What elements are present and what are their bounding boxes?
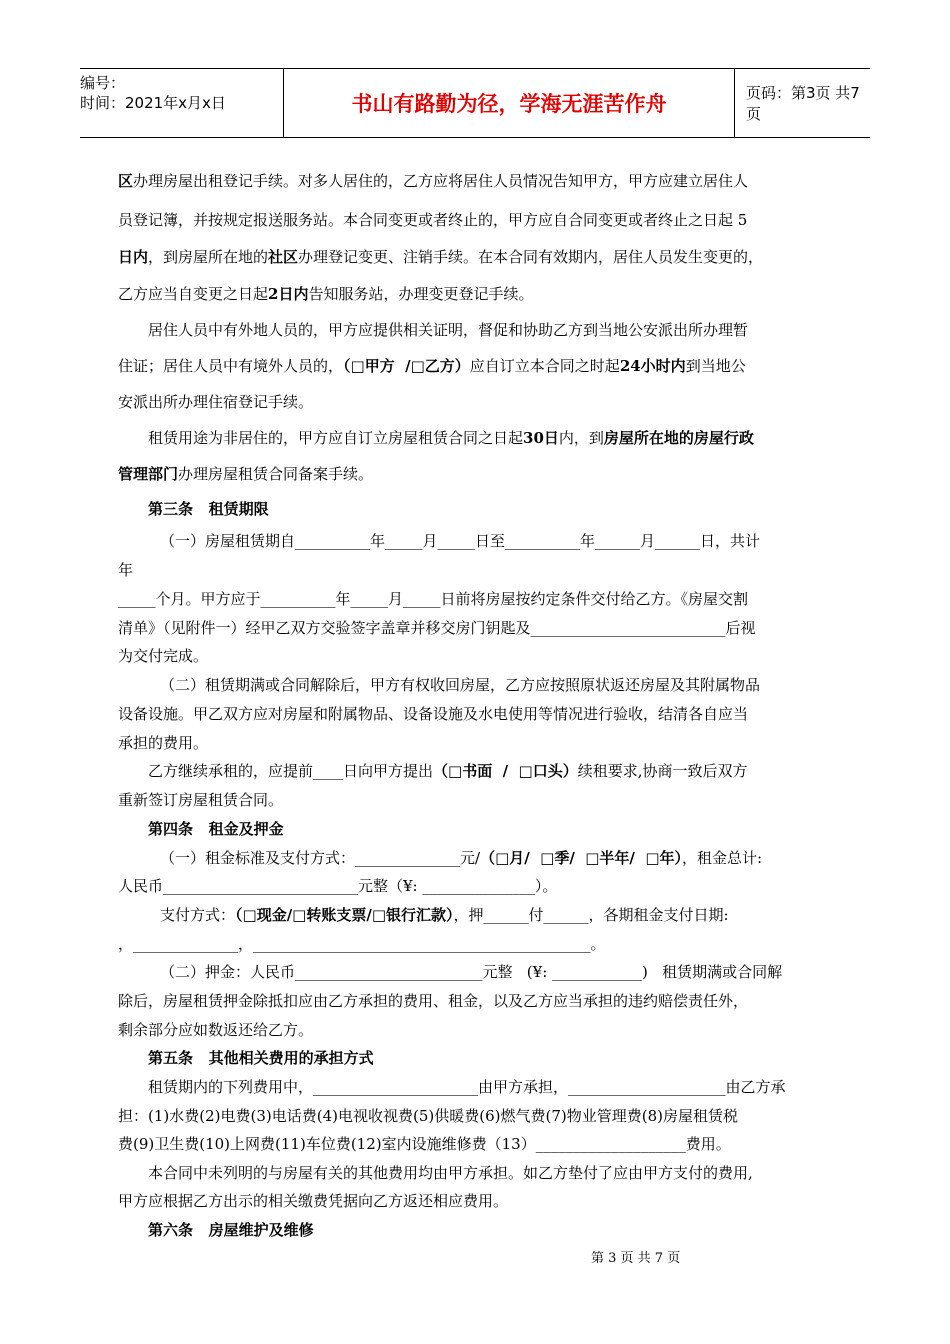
header-meta xyxy=(80,69,284,137)
paragraph-line: 居住人员中有外地人员的，甲方应提供相关证明，督促和协助乙方到当地公安派出所办理暂 xyxy=(148,321,749,339)
paragraph-line xyxy=(160,905,729,925)
paragraph-line xyxy=(118,247,763,267)
paragraph-line: 设备设施。甲乙双方应对房屋和附属物品、设备设施及水电使用等情况进行验收，结清各自应当 xyxy=(118,705,749,723)
article-heading: 第六条 房屋维护及维修 xyxy=(148,1221,314,1239)
text: 内，到 xyxy=(558,429,604,447)
text: 支付方式： xyxy=(160,906,236,924)
checkbox-option-text: （□书面 / □口头） xyxy=(433,762,578,780)
text: 办理房屋租赁合同备案手续。 xyxy=(178,465,374,483)
text: 租赁用途为非居住的，甲方应自订立房屋租赁合同之日起 xyxy=(148,429,524,447)
paragraph-line: 承担的费用。 xyxy=(118,734,209,752)
bold-text: 区 xyxy=(118,172,134,190)
text: ，租金总计: xyxy=(682,849,763,867)
text: 告知服务站，办理变更登记手续。 xyxy=(308,285,534,303)
header-slogan: 书山有路勤为径，学海无涯苦作舟 xyxy=(284,69,735,137)
page-header xyxy=(80,68,870,138)
text: 到当地公 xyxy=(685,357,746,375)
paragraph-line: 费(9)卫生费(10)上网费(11)车位费(12)室内设施维修费（13）____________________费用。 xyxy=(118,1135,731,1153)
paragraph-line xyxy=(118,284,533,304)
paragraph-line: 重新签订房屋租赁合同。 xyxy=(118,791,284,809)
header-page-info: 页码：第3页 共7页 xyxy=(746,84,860,123)
paragraph-line: （一）房屋租赁期自__________年_____月_____日至__________年______月______日，共计 xyxy=(160,532,761,550)
document-number-label: 编号： xyxy=(80,74,126,92)
paragraph-line: 人民币__________________________元整（¥: _______________）。 xyxy=(118,877,558,895)
bold-text: 日内 xyxy=(118,248,149,266)
article-heading: 第四条 租金及押金 xyxy=(148,820,284,838)
paragraph-line: 安派出所办理住宿登记手续。 xyxy=(118,393,314,411)
paragraph-line: 年 xyxy=(118,561,134,579)
paragraph-line xyxy=(148,761,748,781)
text: 住证；居住人员中有境外人员的， xyxy=(118,357,344,375)
paragraph-line: 除后，房屋租赁押金除抵扣应由乙方承担的费用、租金，以及乙方应当承担的违约赔偿责任外， xyxy=(118,992,749,1010)
paragraph-line: 清单》（见附件一）经甲乙双方交验签字盖章并移交房门钥匙及__________________________后视 xyxy=(118,619,756,637)
paragraph-line xyxy=(118,464,373,484)
paragraph-line: （二）租赁期满或合同解除后，甲方有权收回房屋，乙方应按照原状返还房屋及其附属物品 xyxy=(160,676,761,694)
text: ，押______付______，各期租金支付日期: xyxy=(453,906,729,924)
text: 办理登记变更、注销手续。在本合同有效期内，居住人员发生变更的， xyxy=(298,248,764,266)
paragraph-line xyxy=(118,356,746,376)
bold-text: 社区 xyxy=(268,248,299,266)
bold-text: 2日内 xyxy=(268,285,309,303)
paragraph-line: 本合同中未列明的与房屋有关的其他费用均由甲方承担。如乙方垫付了应由甲方支付的费用, xyxy=(148,1164,753,1182)
paragraph-line: 担：(1)水费(2)电费(3)电话费(4)电视收视费(5)供暖费(6)燃气费(7)物业管理费(8)房屋租赁税 xyxy=(118,1107,738,1125)
paragraph-line: 员登记簿，并按规定报送服务站。本合同变更或者终止的，甲方应自合同变更或者终止之日起 5 xyxy=(118,211,748,229)
paragraph-line: _____个月。甲方应于__________年_____月_____日前将房屋按约定条件交付给乙方。《房屋交割 xyxy=(118,590,749,608)
paragraph-line xyxy=(148,428,754,448)
bold-text: 管理部门 xyxy=(118,465,179,483)
paragraph-line: （二）押金：人民币_________________________元整 (¥: ____________) 租赁期满或合同解 xyxy=(160,963,783,981)
text: 乙方应当自变更之日起 xyxy=(118,285,269,303)
paragraph-line xyxy=(118,171,748,191)
paragraph-line: 租赁期内的下列费用中，______________________由甲方承担，_____________________由乙方承 xyxy=(148,1078,786,1096)
text: 续租要求,协商一致后双方 xyxy=(577,762,748,780)
checkbox-option-text: （□甲方 /□乙方） xyxy=(343,357,470,375)
bold-text: 24小时内 xyxy=(619,357,686,375)
text: 应自订立本合同之时起 xyxy=(469,357,620,375)
checkbox-option-text: （□现金/□转账支票/□银行汇款） xyxy=(235,906,454,924)
text: 办理房屋出租登记手续。对多人居住的，乙方应将居住人员情况告知甲方，甲方应建立居住人 xyxy=(133,172,749,190)
bold-text: 房屋所在地的房屋行政 xyxy=(603,429,754,447)
text: ，到房屋所在地的 xyxy=(148,248,269,266)
article-heading: 第三条 租赁期限 xyxy=(148,500,269,518)
paragraph-line: 甲方应根据乙方出示的相关缴费凭据向乙方返还相应费用。 xyxy=(118,1192,509,1210)
document-time-label: 时间：2021年x月x日 xyxy=(80,94,226,112)
page-footer: 第 3 页 共 7 页 xyxy=(591,1251,681,1266)
checkbox-option-text: （□月/ □季/ □半年/ □年） xyxy=(480,849,683,867)
text: 乙方继续承租的，应提前____日向甲方提出 xyxy=(148,762,434,780)
paragraph-line: 为交付完成。 xyxy=(118,647,209,665)
text: （一）租金标准及支付方式：______________元/ xyxy=(160,849,481,867)
paragraph-line: 剩余部分应如数返还给乙方。 xyxy=(118,1021,314,1039)
paragraph-line: ，______________，_____________________________________________。 xyxy=(118,935,606,953)
article-heading: 第五条 其他相关费用的承担方式 xyxy=(148,1049,374,1067)
paragraph-line xyxy=(160,848,762,868)
bold-text: 30日 xyxy=(523,429,559,447)
